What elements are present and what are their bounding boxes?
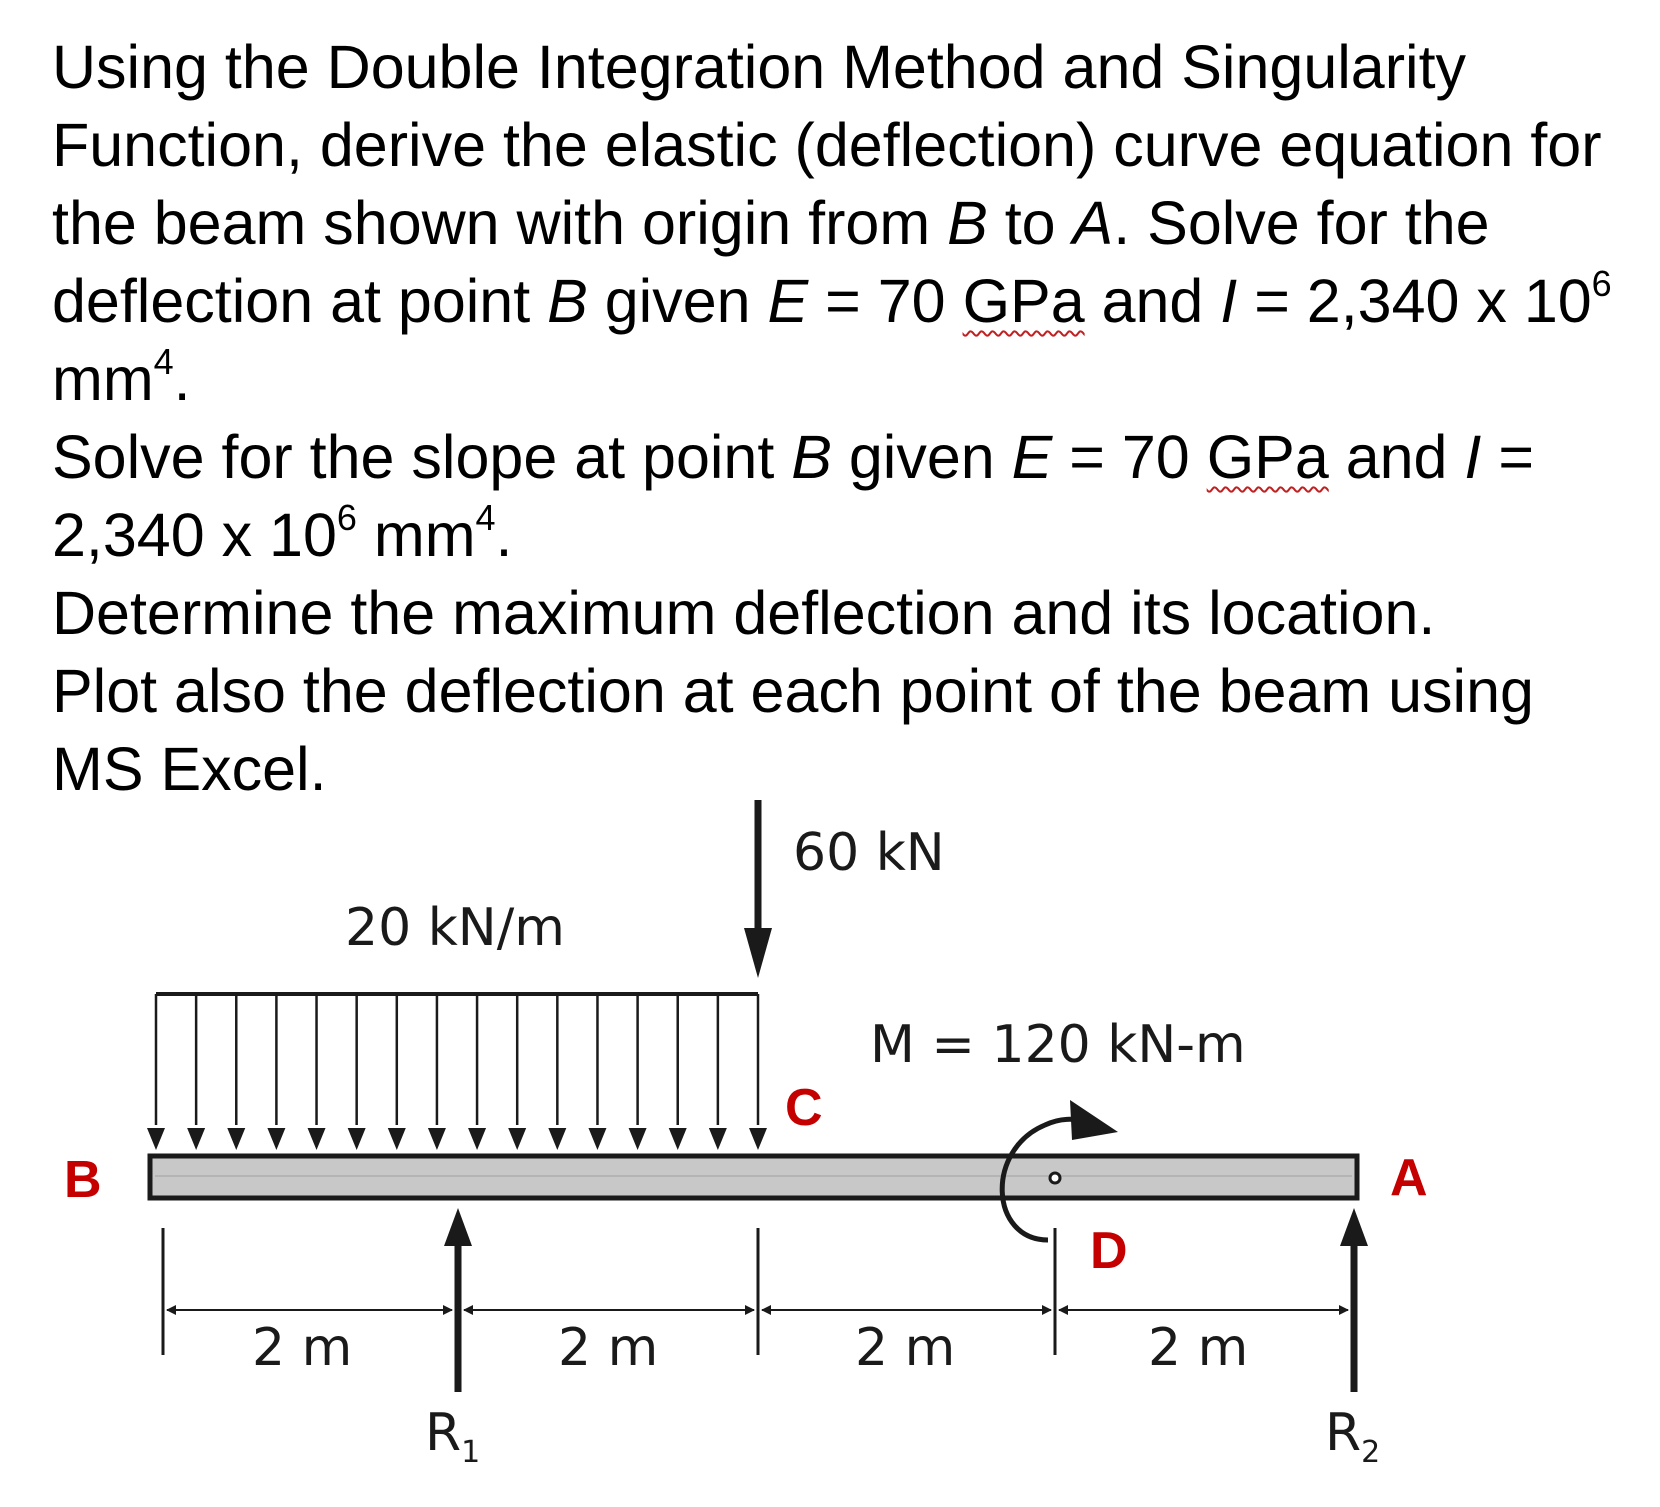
moment-arrowhead xyxy=(1070,1100,1118,1140)
var-b: B xyxy=(791,423,832,491)
distributed-load-arrowhead xyxy=(227,1128,245,1150)
problem-paragraph-2 xyxy=(52,418,1632,574)
spellcheck-word: GPa xyxy=(962,267,1085,335)
reaction-r2-arrowhead xyxy=(1340,1208,1368,1246)
reaction-r1-label xyxy=(425,1403,480,1470)
beam-diagram xyxy=(0,800,1660,1490)
problem-paragraph-1 xyxy=(52,28,1632,418)
problem-statement xyxy=(52,28,1632,808)
var-i: I xyxy=(1220,267,1238,335)
point-b-label: B xyxy=(64,1151,102,1209)
point-load-label: 60 kN xyxy=(793,823,945,883)
distributed-load-arrowhead xyxy=(267,1128,285,1150)
distributed-load-arrowhead xyxy=(428,1128,446,1150)
moment-label: M = 120 kN-m xyxy=(870,1015,1246,1075)
reaction-r1-subscript: 1 xyxy=(461,1435,481,1470)
problem-paragraph-3: Determine the maximum deflection and its location. xyxy=(52,579,1436,647)
point-c-label: C xyxy=(785,1079,823,1137)
distributed-load-arrowhead xyxy=(629,1128,647,1150)
text-segment: given xyxy=(831,423,1012,491)
text-segment: and xyxy=(1084,267,1221,335)
reaction-r2-subscript: 2 xyxy=(1361,1435,1381,1470)
exponent: 4 xyxy=(475,497,496,538)
distributed-load-arrowhead xyxy=(749,1128,767,1150)
exponent: 6 xyxy=(336,497,357,538)
var-b: B xyxy=(547,267,588,335)
point-a-label: A xyxy=(1390,1149,1428,1207)
text-segment: = 70 xyxy=(808,267,963,335)
text-segment: = 70 xyxy=(1052,423,1207,491)
point-load-arrowhead xyxy=(744,928,772,978)
text-segment: = 2,340 x 10 xyxy=(52,423,1534,569)
reaction-r2-letter: R xyxy=(1325,1403,1362,1463)
point-load xyxy=(744,800,772,978)
reaction-r1 xyxy=(444,1208,472,1392)
distributed-load xyxy=(147,994,767,1150)
distributed-load-arrowhead xyxy=(388,1128,406,1150)
point-d-label: D xyxy=(1090,1222,1128,1280)
exponent: 6 xyxy=(1591,263,1612,304)
distributed-load-arrowhead xyxy=(588,1128,606,1150)
distributed-load-arrowhead xyxy=(348,1128,366,1150)
var-i: I xyxy=(1464,423,1482,491)
span-label-4: 2 m xyxy=(1148,1318,1249,1378)
distributed-load-arrowhead xyxy=(669,1128,687,1150)
distributed-load-arrowhead xyxy=(508,1128,526,1150)
text-segment: Solve for the slope at point xyxy=(52,423,792,491)
reaction-r2 xyxy=(1340,1208,1368,1392)
text-segment: . xyxy=(173,345,191,413)
var-b: B xyxy=(947,189,988,257)
text-segment: . xyxy=(495,501,513,569)
text-segment: mm xyxy=(356,501,476,569)
text-segment: to xyxy=(987,189,1073,257)
distributed-load-arrowhead xyxy=(147,1128,165,1150)
distributed-load-label: 20 kN/m xyxy=(345,898,565,958)
spellcheck-word: GPa xyxy=(1206,423,1329,491)
text-segment: = 2,340 x 10 xyxy=(1237,267,1592,335)
point-d-marker xyxy=(1050,1173,1060,1183)
var-a: A xyxy=(1072,189,1114,257)
text-segment: given xyxy=(587,267,768,335)
span-label-1: 2 m xyxy=(252,1318,353,1378)
reaction-r1-arrowhead xyxy=(444,1208,472,1246)
distributed-load-arrowhead xyxy=(548,1128,566,1150)
var-e: E xyxy=(1011,423,1053,491)
problem-paragraph-4: Plot also the deflection at each point of the beam using MS Excel. xyxy=(52,657,1534,803)
distributed-load-arrowhead xyxy=(709,1128,727,1150)
text-segment: . Solve for the deflection at point xyxy=(52,189,1490,335)
exponent: 4 xyxy=(153,341,174,382)
distributed-load-arrowhead xyxy=(187,1128,205,1150)
text-segment: Using the Double Integration Method and Singularity Function, derive the elastic (deflection) curve equation for the beam shown with origin from xyxy=(52,33,1602,257)
distributed-load-arrowhead xyxy=(468,1128,486,1150)
reaction-r2-label xyxy=(1325,1403,1380,1470)
distributed-load-arrows xyxy=(147,994,767,1150)
distributed-load-arrowhead xyxy=(308,1128,326,1150)
text-segment: and xyxy=(1328,423,1465,491)
span-label-2: 2 m xyxy=(558,1318,659,1378)
span-label-3: 2 m xyxy=(855,1318,956,1378)
var-e: E xyxy=(767,267,809,335)
reaction-r1-letter: R xyxy=(425,1403,462,1463)
text-segment: mm xyxy=(52,345,154,413)
